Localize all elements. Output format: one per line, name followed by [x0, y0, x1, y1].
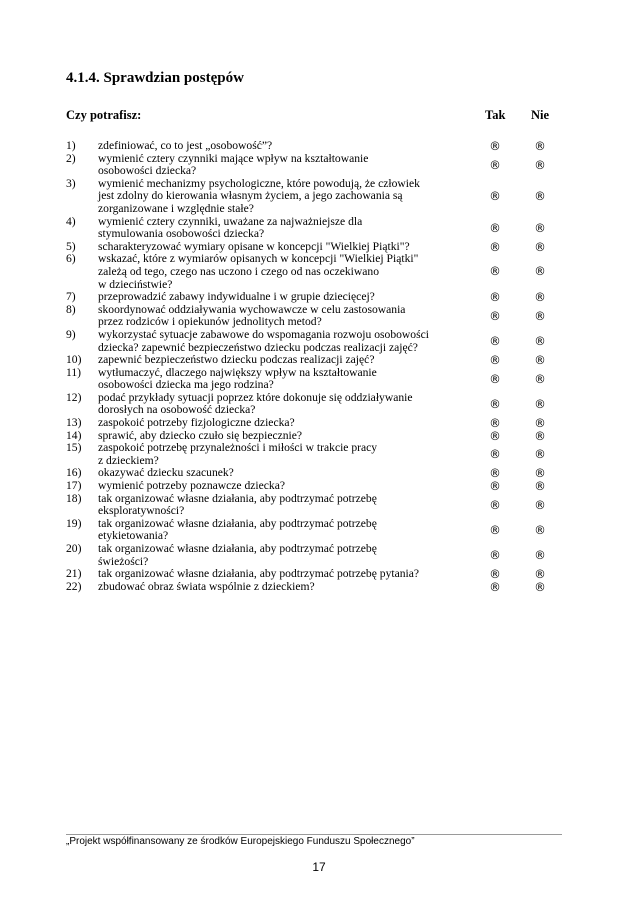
item-text — [98, 329, 458, 354]
item-number: 18) — [66, 491, 82, 505]
item-text-line: w dzieciństwie? — [98, 277, 173, 291]
yes-checkbox[interactable]: ® — [489, 567, 501, 582]
yes-checkbox[interactable]: ® — [489, 290, 501, 305]
no-checkbox[interactable]: ® — [534, 157, 546, 172]
yes-checkbox[interactable]: ® — [489, 466, 501, 481]
item-number: 3) — [66, 176, 76, 190]
item-text-line: dorosłych na osobowość dziecka? — [98, 403, 256, 417]
item-text — [98, 367, 458, 392]
question-header: Czy potrafisz: — [66, 108, 142, 122]
yes-checkbox[interactable]: ® — [489, 548, 501, 562]
item-text-line: zorganizowane i względnie stałe? — [98, 201, 254, 215]
item-text — [98, 291, 458, 304]
item-text-line: skoordynować oddziaływania wychowawcze w celu zastosowania — [98, 302, 406, 316]
item-number: 19) — [66, 516, 82, 530]
item-text — [98, 140, 458, 153]
no-checkbox[interactable]: ® — [534, 239, 546, 254]
item-number: 22) — [66, 579, 82, 593]
item-text-line: tak organizować własne działania, aby podtrzymać potrzebę — [98, 491, 377, 505]
item-text-line: tak organizować własne działania, aby podtrzymać potrzebę pytania? — [98, 567, 420, 581]
yes-checkbox[interactable]: ® — [489, 447, 501, 462]
page-number: 17 — [312, 860, 326, 874]
no-checkbox[interactable]: ® — [534, 548, 546, 562]
item-number: 11) — [66, 365, 82, 379]
item-text — [98, 442, 458, 467]
item-text-line: wymienić mechanizmy psychologiczne, które powodują, że człowiek — [98, 176, 420, 190]
list-item — [66, 568, 556, 581]
list-item — [66, 543, 556, 568]
list-item — [66, 329, 556, 354]
item-text-line: zaspokoić potrzeby fizjologiczne dziecka? — [98, 416, 295, 430]
item-text-line: podać przykłady sytuacji poprzez które dokonuje się oddziaływanie — [98, 390, 413, 404]
no-checkbox[interactable]: ® — [534, 188, 546, 203]
no-checkbox[interactable]: ® — [534, 220, 546, 235]
item-text-line: wykorzystać sytuacje zabawowe do wspomagania rozwoju osobowości — [98, 327, 429, 341]
item-text-line: zaspokoić potrzebę przynależności i miłości w trakcie pracy — [98, 441, 378, 455]
yes-checkbox[interactable]: ® — [489, 308, 501, 323]
no-checkbox[interactable]: ® — [534, 139, 546, 153]
item-number: 5) — [66, 239, 76, 253]
item-text-line: tak organizować własne działania, aby podtrzymać potrzebę — [98, 516, 377, 530]
list-item — [66, 291, 556, 304]
list-item — [66, 493, 556, 518]
item-text — [98, 518, 458, 543]
footer-divider — [66, 834, 562, 835]
item-text-line: wytłumaczyć, dlaczego największy wpływ na kształtowanie — [98, 365, 377, 379]
item-text-line: tak organizować własne działania, aby podtrzymać potrzebę — [98, 542, 377, 555]
yes-checkbox[interactable]: ® — [489, 333, 501, 348]
yes-checkbox[interactable]: ® — [489, 497, 501, 512]
item-text — [98, 178, 458, 216]
footer-funding-note: „Projekt współfinansowany ze środków Europejskiego Funduszu Społecznego” — [66, 836, 415, 847]
item-text — [98, 392, 458, 417]
item-text-line: zbudować obraz świata wspólnie z dzieckiem? — [98, 579, 315, 593]
item-number: 20) — [66, 542, 82, 555]
no-column-header: Nie — [531, 108, 550, 122]
list-item — [66, 153, 556, 178]
yes-checkbox[interactable]: ® — [489, 220, 501, 235]
item-text — [98, 581, 458, 594]
item-number: 10) — [66, 353, 82, 367]
no-checkbox[interactable]: ® — [534, 290, 546, 305]
yes-checkbox[interactable]: ® — [489, 353, 501, 368]
yes-checkbox[interactable]: ® — [489, 188, 501, 203]
yes-checkbox[interactable]: ® — [489, 239, 501, 254]
item-text-line: dziecka? zapewnić bezpieczeństwo dziecku podczas realizacji zajęć? — [98, 340, 418, 354]
item-text-line: przeprowadzić zabawy indywidualne i w grupie dziecięcej? — [98, 290, 375, 304]
item-text-line: eksploratywności? — [98, 504, 185, 518]
item-text-line: osobowości dziecka? — [98, 164, 197, 178]
item-text — [98, 354, 458, 367]
list-item — [66, 140, 556, 153]
item-text — [98, 543, 458, 568]
item-text — [98, 480, 458, 493]
item-text-line: wskazać, które z wymiarów opisanych w koncepcji "Wielkiej Piątki" — [98, 252, 419, 266]
item-number: 1) — [66, 139, 76, 152]
item-text-line: scharakteryzować wymiary opisane w koncepcji "Wielkiej Piątki"? — [98, 239, 410, 253]
no-checkbox[interactable]: ® — [534, 567, 546, 582]
item-number: 9) — [66, 327, 76, 341]
item-text — [98, 253, 458, 291]
no-checkbox[interactable]: ® — [534, 308, 546, 323]
item-text-line: etykietowania? — [98, 529, 169, 543]
item-number: 21) — [66, 567, 82, 581]
yes-checkbox[interactable]: ® — [489, 479, 501, 494]
list-item — [66, 216, 556, 241]
item-number: 15) — [66, 441, 82, 455]
item-text-line: zależą od tego, czego nas uczono i czego od nas oczekiwano — [98, 264, 380, 278]
no-checkbox[interactable]: ® — [534, 428, 546, 443]
item-text — [98, 216, 458, 241]
list-item — [66, 178, 556, 216]
item-number: 13) — [66, 416, 82, 430]
item-number: 7) — [66, 290, 76, 304]
list-item — [66, 354, 556, 367]
section-title: 4.1.4. Sprawdzian postępów — [66, 70, 244, 86]
question-list — [66, 140, 556, 593]
list-item — [66, 392, 556, 417]
item-text-line: przez rodziców i opiekunów jednolitych metod? — [98, 315, 322, 329]
item-text-line: sprawić, aby dziecko czuło się bezpiecznie? — [98, 428, 303, 442]
yes-checkbox[interactable]: ® — [489, 139, 501, 153]
item-text-line: okazywać dziecku szacunek? — [98, 466, 234, 480]
no-checkbox[interactable]: ® — [534, 579, 546, 594]
item-number: 2) — [66, 151, 76, 165]
no-checkbox[interactable]: ® — [534, 333, 546, 348]
item-text-line: zapewnić bezpieczeństwo dziecku podczas realizacji zajęć? — [98, 353, 375, 367]
item-text-line: osobowości dziecka ma jego rodzina? — [98, 378, 274, 392]
yes-checkbox[interactable]: ® — [489, 371, 501, 386]
list-item — [66, 480, 556, 493]
list-item — [66, 417, 556, 430]
item-number: 16) — [66, 466, 82, 480]
item-text — [98, 417, 458, 430]
no-checkbox[interactable]: ® — [534, 264, 546, 279]
no-checkbox[interactable]: ® — [534, 416, 546, 431]
no-checkbox[interactable]: ® — [534, 466, 546, 481]
list-item — [66, 304, 556, 329]
item-number: 14) — [66, 428, 82, 442]
item-text-line: wymienić potrzeby poznawcze dziecka? — [98, 479, 286, 493]
item-text — [98, 304, 458, 329]
yes-checkbox[interactable]: ® — [489, 428, 501, 443]
yes-checkbox[interactable]: ® — [489, 264, 501, 279]
no-checkbox[interactable]: ® — [534, 497, 546, 512]
item-number: 4) — [66, 214, 76, 228]
no-checkbox[interactable]: ® — [534, 479, 546, 494]
yes-column-header: Tak — [485, 108, 506, 122]
item-text — [98, 493, 458, 518]
item-text-line: świeżości? — [98, 554, 149, 568]
list-item — [66, 518, 556, 543]
item-text-line: z dzieckiem? — [98, 453, 159, 467]
no-checkbox[interactable]: ® — [534, 447, 546, 462]
no-checkbox[interactable]: ® — [534, 396, 546, 411]
item-text-line: jest zdolny do kierowania własnym życiem, a jego zachowania są — [98, 189, 403, 203]
item-text-line: wymienić cztery czynniki, uważane za najważniejsze dla — [98, 214, 363, 228]
list-item — [66, 367, 556, 392]
item-text-line: stymulowania osobowości dziecka? — [98, 227, 265, 241]
no-checkbox[interactable]: ® — [534, 353, 546, 368]
item-number: 8) — [66, 302, 76, 316]
item-text — [98, 568, 458, 581]
list-item — [66, 442, 556, 467]
yes-checkbox[interactable]: ® — [489, 522, 501, 537]
list-item — [66, 253, 556, 291]
item-text-line: zdefiniować, co to jest „osobowość”? — [98, 139, 273, 152]
item-number: 17) — [66, 479, 82, 493]
no-checkbox[interactable]: ® — [534, 522, 546, 537]
yes-checkbox[interactable]: ® — [489, 396, 501, 411]
yes-checkbox[interactable]: ® — [489, 157, 501, 172]
item-text — [98, 153, 458, 178]
yes-checkbox[interactable]: ® — [489, 416, 501, 431]
list-item — [66, 581, 556, 594]
no-checkbox[interactable]: ® — [534, 371, 546, 386]
yes-checkbox[interactable]: ® — [489, 579, 501, 594]
item-text-line: wymienić cztery czynniki mające wpływ na kształtowanie — [98, 151, 369, 165]
item-number: 12) — [66, 390, 82, 404]
item-number: 6) — [66, 252, 76, 266]
